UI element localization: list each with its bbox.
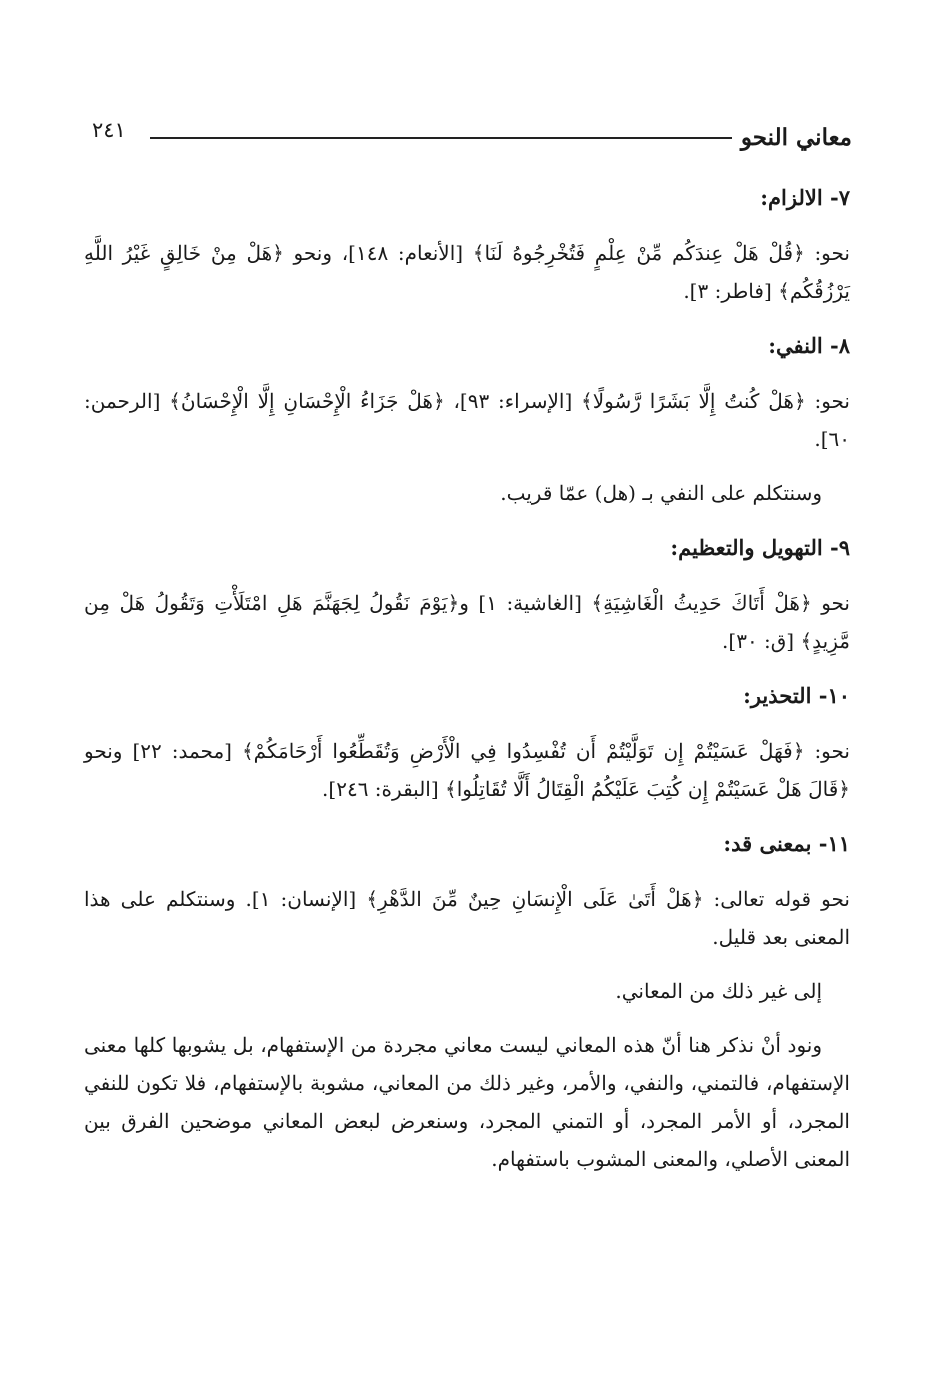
section-heading-negation: ٨- النفي: xyxy=(768,333,850,358)
section-text-obligation: نحو: ﴿قُلْ هَلْ عِندَكُم مِّنْ عِلْمٍ فَتُخْرِجُوهُ لَنَا﴾ [الأنعام: ١٤٨]، ونحو ﴿هَلْ مِنْ خَالِقٍ غَيْرُ اللَّهِ يَرْزُقُكُم﴾ [فاطر: ٣]. xyxy=(84,241,850,303)
other-meanings-line: إلى غير ذلك من المعاني. xyxy=(615,979,822,1003)
section-heading-intimidation: ٩- التهويل والتعظيم: xyxy=(670,535,850,560)
header-rule xyxy=(150,137,732,139)
section-text-warning: نحو: ﴿فَهَلْ عَسَيْتُمْ إِن تَوَلَّيْتُمْ أَن تُفْسِدُوا فِي الْأَرْضِ وَتُقَطِّعُوا أَرْحَامَكُمْ﴾ [محمد: ٢٢] ونحو ﴿قَالَ هَلْ عَسَيْتُمْ إِن كُتِبَ عَلَيْكُمُ الْقِتَالُ أَلَّا تُقَاتِلُوا﴾ [البقرة: ٢٤٦]. xyxy=(84,739,850,801)
running-head xyxy=(92,118,852,158)
section-heading-obligation: ٧- الالزام: xyxy=(760,185,850,210)
closing-paragraph: ونود أنْ نذكر هنا أنّ هذه المعاني ليست معاني مجردة من الإستفهام، بل يشوبها كلها معنى الإستفهام، فالتمني، والنفي، والأمر، وغير ذلك من المعاني، مشوبة بالإستفهام، فلا تكون للنفي المجرد، أو الأمر المجرد، أو التمني المجرد، وسنعرض لبعض المعاني موضحين الفرق بين المعنى الأصلي، والمعنى المشوب باستفهام. xyxy=(84,1033,850,1171)
section-text-intimidation: نحو ﴿هَلْ أَتَاكَ حَدِيثُ الْغَاشِيَةِ﴾ [الغاشية: ١] و﴿يَوْمَ نَقُولُ لِجَهَنَّمَ هَلِ امْتَلَأْتِ وَتَقُولُ هَلْ مِن مَّزِيدٍ﴾ [ق: ٣٠]. xyxy=(84,591,851,653)
section-note-negation: وسنتكلم على النفي بـ (هل) عمّا قريب. xyxy=(500,481,822,505)
section-heading-warning: ١٠- التحذير: xyxy=(743,683,850,708)
section-text-negation: نحو: ﴿هَلْ كُنتُ إِلَّا بَشَرًا رَّسُولًا﴾ [الإسراء: ٩٣]، ﴿هَلْ جَزَاءُ الْإِحْسَانِ إِلَّا الْإِحْسَانُ﴾ [الرحمن: ٦٠]. xyxy=(84,389,850,451)
page-content xyxy=(84,178,850,1194)
page-number: ٢٤١ xyxy=(92,118,126,142)
section-heading-meaning-qad: ١١- بمعنى قد: xyxy=(723,831,850,856)
section-text-meaning-qad: نحو قوله تعالى: ﴿هَلْ أَتَىٰ عَلَى الْإِنسَانِ حِينٌ مِّنَ الدَّهْرِ﴾ [الإنسان: ١]. وسنتكلم على هذا المعنى بعد قليل. xyxy=(84,887,850,949)
book-title: معاني النحو xyxy=(740,124,852,151)
